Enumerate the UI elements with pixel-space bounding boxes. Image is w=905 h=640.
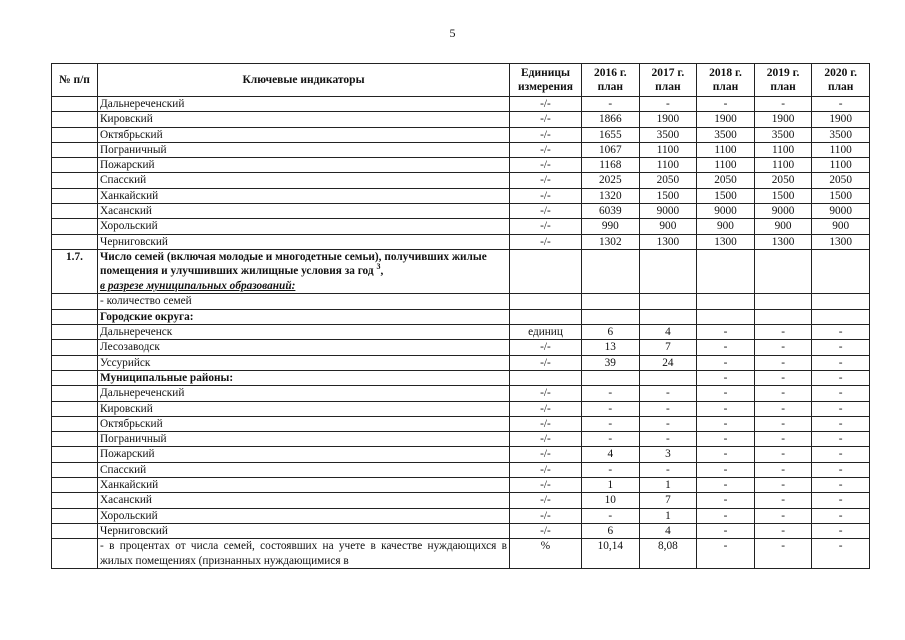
unit-cell: -/- xyxy=(510,112,582,127)
table-row xyxy=(52,219,870,234)
indicator-name: Черниговский xyxy=(98,523,510,538)
value-cell: - xyxy=(697,355,755,370)
value-cell xyxy=(754,294,812,309)
value-cell: 1900 xyxy=(754,112,812,127)
table-row xyxy=(52,386,870,401)
row-number-cell xyxy=(52,539,98,569)
indicator-name: Ханкайский xyxy=(98,478,510,493)
value-cell: - xyxy=(812,325,870,340)
indicator-name: Пограничный xyxy=(98,142,510,157)
value-cell: - xyxy=(697,539,755,569)
value-cell: 2025 xyxy=(582,173,640,188)
value-cell: 9000 xyxy=(754,204,812,219)
header-year-label: 2020 г. xyxy=(824,67,858,79)
value-cell: 6 xyxy=(582,523,640,538)
value-cell: 1655 xyxy=(582,127,640,142)
table-row xyxy=(52,493,870,508)
value-cell: 1302 xyxy=(582,234,640,249)
row-number-cell xyxy=(52,294,98,309)
unit-cell: единиц xyxy=(510,325,582,340)
value-cell xyxy=(582,294,640,309)
value-cell: 1168 xyxy=(582,158,640,173)
row-number-cell xyxy=(52,478,98,493)
value-cell: - xyxy=(812,478,870,493)
row-number-cell xyxy=(52,158,98,173)
value-cell: 1300 xyxy=(697,234,755,249)
value-cell: - xyxy=(697,97,755,112)
header-year-sub: план xyxy=(770,81,796,93)
unit-cell: -/- xyxy=(510,523,582,538)
value-cell: - xyxy=(754,432,812,447)
value-cell: 8,08 xyxy=(639,539,697,569)
value-cell: 900 xyxy=(697,219,755,234)
value-cell: 1 xyxy=(582,478,640,493)
table-row xyxy=(52,158,870,173)
value-cell xyxy=(697,249,755,294)
row-number-cell xyxy=(52,127,98,142)
value-cell: - xyxy=(582,432,640,447)
value-cell: 1100 xyxy=(639,142,697,157)
value-cell: - xyxy=(812,523,870,538)
table-row xyxy=(52,173,870,188)
value-cell: - xyxy=(812,401,870,416)
value-cell: - xyxy=(639,401,697,416)
value-cell: 9000 xyxy=(639,204,697,219)
row-number-cell xyxy=(52,173,98,188)
indicator-name: Дальнереченский xyxy=(98,97,510,112)
unit-cell xyxy=(510,309,582,324)
unit-cell: -/- xyxy=(510,158,582,173)
value-cell: - xyxy=(812,508,870,523)
value-cell: 4 xyxy=(639,325,697,340)
indicator-name: Черниговский xyxy=(98,234,510,249)
value-cell xyxy=(697,294,755,309)
municipal-heading-row xyxy=(52,370,870,385)
value-cell: - xyxy=(639,386,697,401)
value-cell: - xyxy=(754,462,812,477)
value-cell: - xyxy=(639,97,697,112)
value-cell: - xyxy=(582,386,640,401)
value-cell: 1067 xyxy=(582,142,640,157)
value-cell: 3500 xyxy=(812,127,870,142)
unit-cell: -/- xyxy=(510,432,582,447)
unit-cell: -/- xyxy=(510,127,582,142)
value-cell: 1100 xyxy=(697,158,755,173)
header-year-label: 2016 г. xyxy=(593,67,627,79)
unit-cell: -/- xyxy=(510,508,582,523)
value-cell: 3 xyxy=(639,447,697,462)
row-number-cell xyxy=(52,234,98,249)
value-cell: - xyxy=(754,493,812,508)
value-cell: 6 xyxy=(582,325,640,340)
value-cell: - xyxy=(697,493,755,508)
table-row xyxy=(52,142,870,157)
value-cell: 1100 xyxy=(754,158,812,173)
value-cell: - xyxy=(812,447,870,462)
indicator-name: Муниципальные районы: xyxy=(98,370,510,385)
value-cell: - xyxy=(582,401,640,416)
header-year-sub: план xyxy=(827,81,854,93)
value-cell: 1100 xyxy=(697,142,755,157)
value-cell: 1500 xyxy=(697,188,755,203)
unit-cell: -/- xyxy=(510,173,582,188)
value-cell: 9000 xyxy=(697,204,755,219)
header-indicator: Ключевые индикаторы xyxy=(98,64,510,97)
value-cell: 10,14 xyxy=(582,539,640,569)
value-cell: - xyxy=(754,478,812,493)
value-cell xyxy=(582,370,640,385)
value-cell xyxy=(639,370,697,385)
header-year xyxy=(639,64,697,97)
value-cell xyxy=(812,309,870,324)
value-cell: - xyxy=(697,370,755,385)
header-year-sub: план xyxy=(655,81,681,93)
value-cell: - xyxy=(582,416,640,431)
table-row xyxy=(52,355,870,370)
table-row xyxy=(52,508,870,523)
section-title-tail: , xyxy=(380,265,384,278)
indicator-name: Спасский xyxy=(98,462,510,477)
value-cell xyxy=(639,294,697,309)
section-number: 1.7. xyxy=(52,249,98,294)
percent-row xyxy=(52,539,870,569)
value-cell: 13 xyxy=(582,340,640,355)
value-cell: 9000 xyxy=(812,204,870,219)
section-1-7-row xyxy=(52,249,870,294)
value-cell: 1866 xyxy=(582,112,640,127)
unit-cell: -/- xyxy=(510,493,582,508)
value-cell: - xyxy=(697,416,755,431)
value-cell: - xyxy=(754,370,812,385)
value-cell: 1300 xyxy=(639,234,697,249)
indicator-name: Кировский xyxy=(98,112,510,127)
value-cell: 1100 xyxy=(812,142,870,157)
value-cell: 900 xyxy=(812,219,870,234)
indicator-name: - в процентах от числа семей, состоявших на учете в качестве нуждающихся в жилых помещениях (признанных нуждающимися в xyxy=(98,539,510,569)
value-cell: 2050 xyxy=(697,173,755,188)
indicator-name: Хорольский xyxy=(98,508,510,523)
value-cell: 1500 xyxy=(754,188,812,203)
header-unit-line1: Единицы xyxy=(521,67,570,79)
unit-cell: -/- xyxy=(510,462,582,477)
header-year-sub: план xyxy=(712,81,739,93)
section-title-cell xyxy=(98,249,510,294)
unit-cell: -/- xyxy=(510,478,582,493)
value-cell: - xyxy=(582,508,640,523)
value-cell: 1320 xyxy=(582,188,640,203)
value-cell: - xyxy=(582,97,640,112)
value-cell: - xyxy=(697,523,755,538)
value-cell: 3500 xyxy=(754,127,812,142)
row-number-cell xyxy=(52,462,98,477)
value-cell: 900 xyxy=(639,219,697,234)
value-cell: - xyxy=(639,462,697,477)
value-cell: - xyxy=(639,432,697,447)
value-cell: 1900 xyxy=(812,112,870,127)
unit-cell: -/- xyxy=(510,188,582,203)
indicator-name: Кировский xyxy=(98,401,510,416)
unit-cell: -/- xyxy=(510,97,582,112)
value-cell: 1100 xyxy=(639,158,697,173)
table-row xyxy=(52,97,870,112)
unit-cell: -/- xyxy=(510,386,582,401)
table-row xyxy=(52,447,870,462)
header-year xyxy=(812,64,870,97)
header-unit xyxy=(510,64,582,97)
table-row xyxy=(52,478,870,493)
indicator-name: Лесозаводск xyxy=(98,340,510,355)
value-cell: 1 xyxy=(639,508,697,523)
value-cell: 2050 xyxy=(812,173,870,188)
row-number-cell xyxy=(52,219,98,234)
value-cell xyxy=(754,309,812,324)
unit-cell: -/- xyxy=(510,340,582,355)
value-cell: - xyxy=(697,432,755,447)
value-cell: 1100 xyxy=(812,158,870,173)
value-cell: - xyxy=(812,370,870,385)
table-row xyxy=(52,325,870,340)
count-label-row xyxy=(52,294,870,309)
header-year xyxy=(697,64,755,97)
value-cell: - xyxy=(697,447,755,462)
value-cell: - xyxy=(754,539,812,569)
indicator-name: Хасанский xyxy=(98,204,510,219)
value-cell: 1900 xyxy=(639,112,697,127)
row-number-cell xyxy=(52,386,98,401)
footnote-marker: 3 xyxy=(376,262,381,272)
value-cell: - xyxy=(697,462,755,477)
value-cell: - xyxy=(697,478,755,493)
value-cell: - xyxy=(754,447,812,462)
indicator-name: Хасанский xyxy=(98,493,510,508)
value-cell: 39 xyxy=(582,355,640,370)
urban-heading-row xyxy=(52,309,870,324)
row-number-cell xyxy=(52,309,98,324)
value-cell: 3500 xyxy=(639,127,697,142)
unit-cell xyxy=(510,370,582,385)
indicators-table xyxy=(51,63,870,569)
indicator-name: Октябрьский xyxy=(98,416,510,431)
value-cell xyxy=(639,309,697,324)
section-title: Число семей (включая молодые и многодетные семьи), получивших жилые помещения и улучшивших жилищные условия за год xyxy=(100,250,487,278)
value-cell: - xyxy=(754,325,812,340)
indicator-name: Пожарский xyxy=(98,447,510,462)
value-cell: 7 xyxy=(639,340,697,355)
row-number-cell xyxy=(52,523,98,538)
row-number-cell xyxy=(52,188,98,203)
value-cell: 24 xyxy=(639,355,697,370)
value-cell: - xyxy=(754,355,812,370)
indicator-name: Уссурийск xyxy=(98,355,510,370)
unit-cell: -/- xyxy=(510,401,582,416)
value-cell: - xyxy=(697,386,755,401)
indicator-name: Пограничный xyxy=(98,432,510,447)
value-cell xyxy=(639,249,697,294)
table-row xyxy=(52,112,870,127)
indicator-name: Спасский xyxy=(98,173,510,188)
value-cell: 1300 xyxy=(754,234,812,249)
table-row xyxy=(52,401,870,416)
value-cell: 1300 xyxy=(812,234,870,249)
header-year-label: 2017 г. xyxy=(651,67,685,79)
header-year-label: 2019 г. xyxy=(766,67,800,79)
header-year-label: 2018 г. xyxy=(709,67,742,79)
value-cell: 900 xyxy=(754,219,812,234)
page-number: 5 xyxy=(449,26,456,40)
table-row xyxy=(52,462,870,477)
row-number-cell xyxy=(52,432,98,447)
value-cell: - xyxy=(754,416,812,431)
value-cell: - xyxy=(639,416,697,431)
table-row xyxy=(52,523,870,538)
indicator-name: Хорольский xyxy=(98,219,510,234)
section-subtitle: в разрезе муниципальных образований: xyxy=(100,279,296,292)
value-cell: 3500 xyxy=(697,127,755,142)
row-number-cell xyxy=(52,493,98,508)
header-unit-line2: измерения xyxy=(518,81,573,93)
table-header-row xyxy=(52,64,870,97)
value-cell: - xyxy=(582,462,640,477)
table-row xyxy=(52,340,870,355)
value-cell: - xyxy=(754,401,812,416)
indicator-name: Октябрьский xyxy=(98,127,510,142)
table-row xyxy=(52,416,870,431)
value-cell xyxy=(582,249,640,294)
indicator-name: Дальнереченский xyxy=(98,386,510,401)
value-cell: 1100 xyxy=(754,142,812,157)
value-cell: 2050 xyxy=(754,173,812,188)
row-number-cell xyxy=(52,370,98,385)
row-number-cell xyxy=(52,401,98,416)
table-row xyxy=(52,432,870,447)
table-row xyxy=(52,188,870,203)
value-cell: 7 xyxy=(639,493,697,508)
unit-cell: -/- xyxy=(510,234,582,249)
value-cell: - xyxy=(812,340,870,355)
unit-cell: -/- xyxy=(510,219,582,234)
value-cell: 1 xyxy=(639,478,697,493)
table-row xyxy=(52,127,870,142)
value-cell: - xyxy=(812,539,870,569)
unit-cell: % xyxy=(510,539,582,569)
value-cell: 1500 xyxy=(639,188,697,203)
value-cell: - xyxy=(754,508,812,523)
row-number-cell xyxy=(52,204,98,219)
indicator-name: Городские округа: xyxy=(98,309,510,324)
unit-cell: -/- xyxy=(510,142,582,157)
value-cell: 1900 xyxy=(697,112,755,127)
value-cell: 1500 xyxy=(812,188,870,203)
indicator-name: - количество семей xyxy=(98,294,510,309)
header-year xyxy=(582,64,640,97)
header-num: № п/п xyxy=(52,64,98,97)
unit-cell: -/- xyxy=(510,447,582,462)
value-cell: - xyxy=(812,432,870,447)
value-cell xyxy=(697,309,755,324)
value-cell: - xyxy=(812,97,870,112)
value-cell: - xyxy=(812,386,870,401)
value-cell: 4 xyxy=(582,447,640,462)
row-number-cell xyxy=(52,416,98,431)
value-cell: 6039 xyxy=(582,204,640,219)
value-cell: 2050 xyxy=(639,173,697,188)
header-year xyxy=(754,64,812,97)
value-cell xyxy=(582,309,640,324)
value-cell: - xyxy=(697,401,755,416)
value-cell: 10 xyxy=(582,493,640,508)
value-cell: - xyxy=(812,416,870,431)
indicator-name: Пожарский xyxy=(98,158,510,173)
indicator-name: Ханкайский xyxy=(98,188,510,203)
unit-cell: -/- xyxy=(510,204,582,219)
header-year-sub: план xyxy=(597,81,624,93)
row-number-cell xyxy=(52,112,98,127)
unit-cell: -/- xyxy=(510,416,582,431)
value-cell xyxy=(754,249,812,294)
value-cell: 990 xyxy=(582,219,640,234)
value-cell: - xyxy=(812,493,870,508)
row-number-cell xyxy=(52,325,98,340)
value-cell xyxy=(812,249,870,294)
value-cell: - xyxy=(812,355,870,370)
row-number-cell xyxy=(52,97,98,112)
value-cell: - xyxy=(754,523,812,538)
row-number-cell xyxy=(52,142,98,157)
indicator-name: Дальнереченск xyxy=(98,325,510,340)
value-cell: - xyxy=(812,462,870,477)
value-cell: - xyxy=(754,340,812,355)
value-cell: 4 xyxy=(639,523,697,538)
row-number-cell xyxy=(52,447,98,462)
row-number-cell xyxy=(52,355,98,370)
table-row xyxy=(52,204,870,219)
table-row xyxy=(52,234,870,249)
value-cell: - xyxy=(754,386,812,401)
value-cell: - xyxy=(697,325,755,340)
unit-cell: -/- xyxy=(510,355,582,370)
value-cell: - xyxy=(754,97,812,112)
row-number-cell xyxy=(52,508,98,523)
value-cell xyxy=(812,294,870,309)
value-cell: - xyxy=(697,508,755,523)
unit-cell xyxy=(510,249,582,294)
row-number-cell xyxy=(52,340,98,355)
unit-cell xyxy=(510,294,582,309)
value-cell: - xyxy=(697,340,755,355)
